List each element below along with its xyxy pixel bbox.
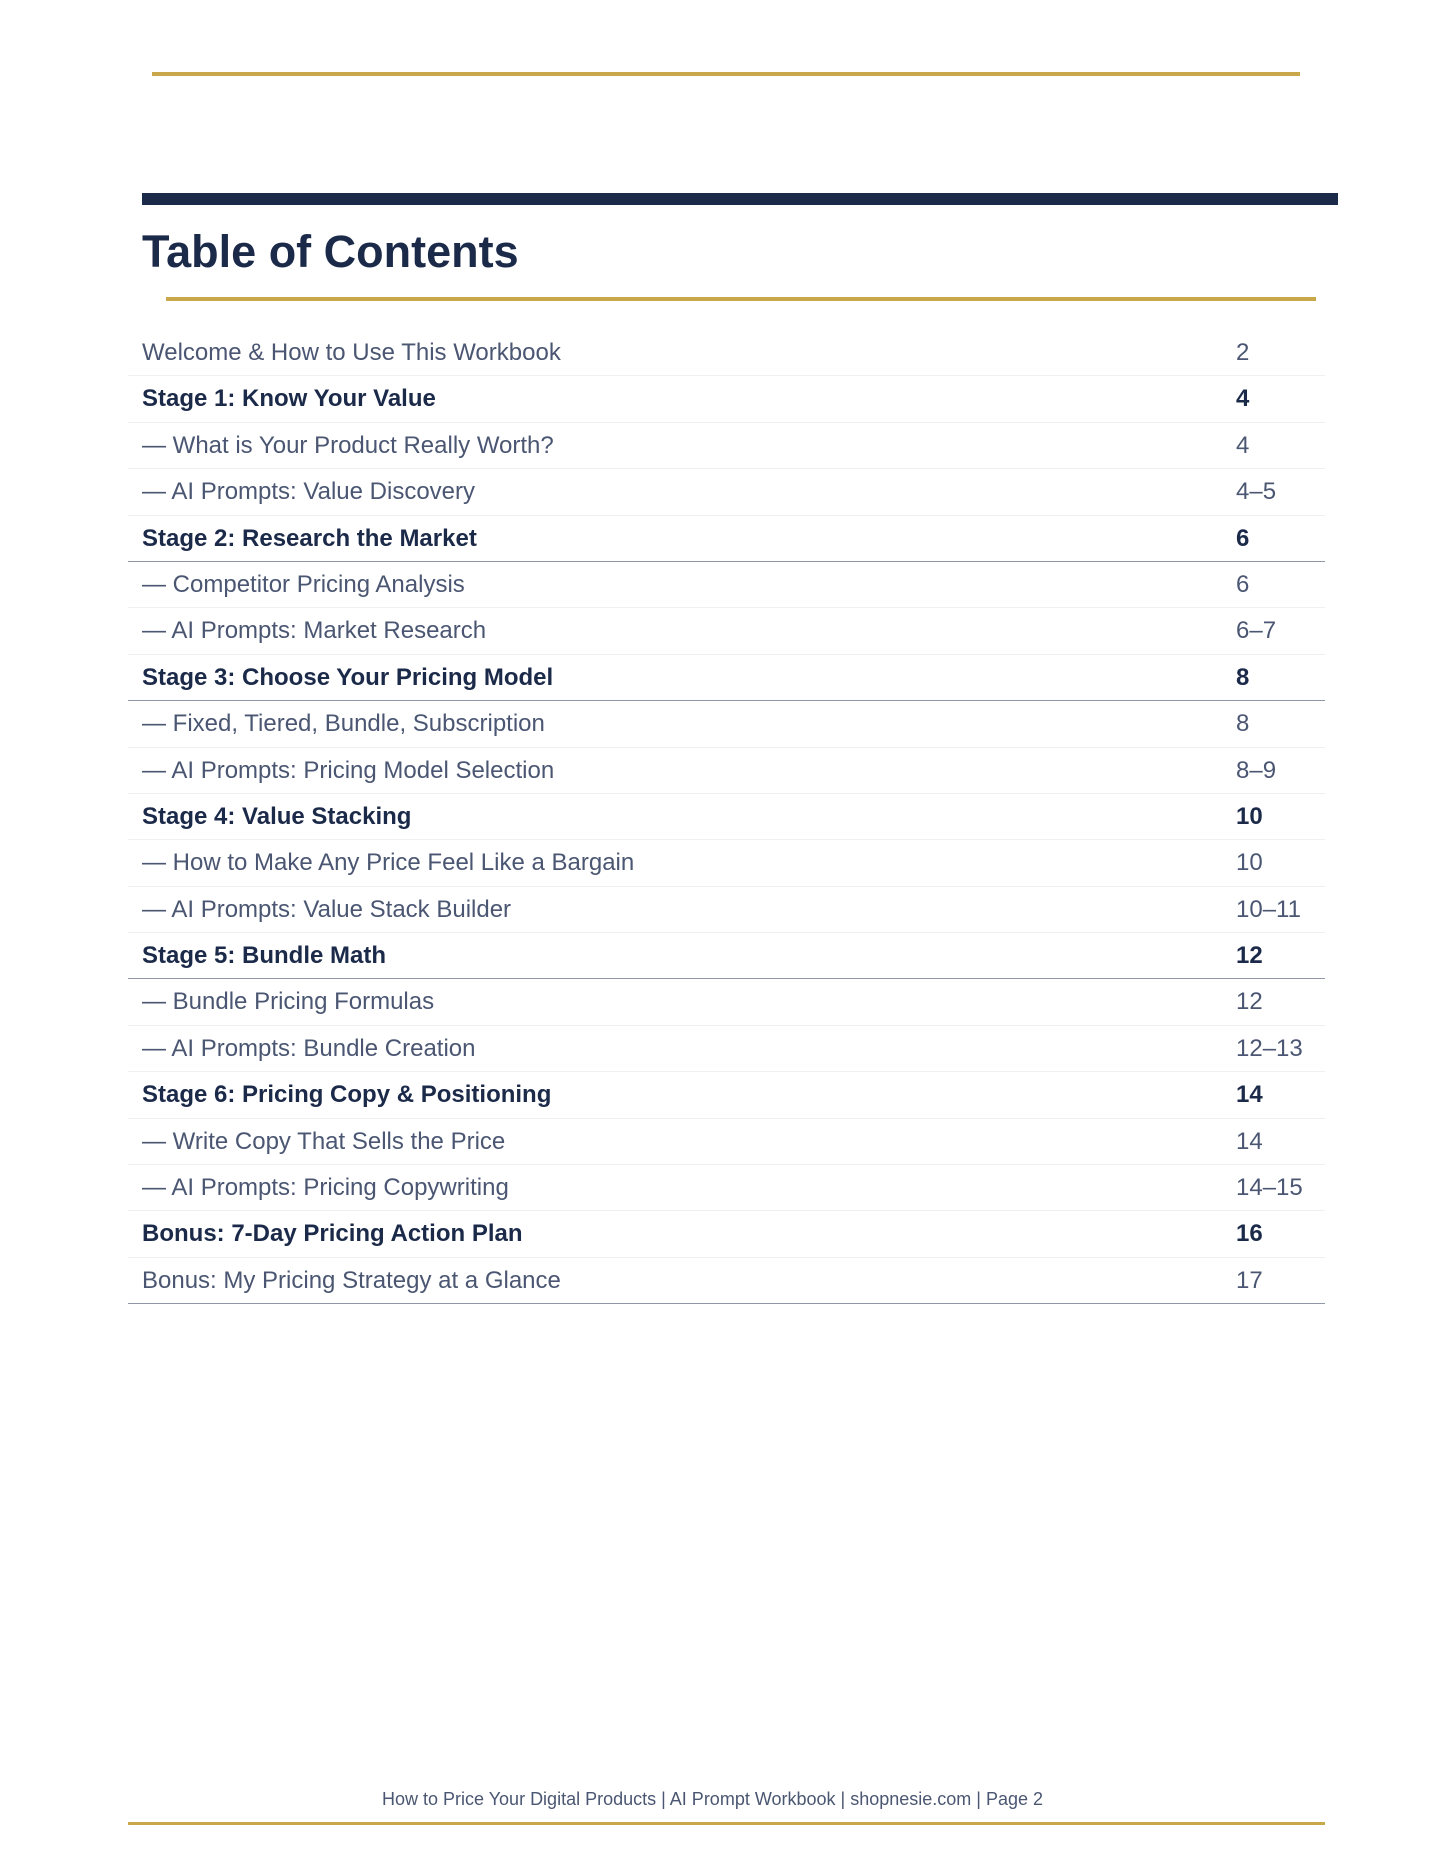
toc-entry-page: 14 bbox=[1236, 1081, 1263, 1109]
toc-row[interactable] bbox=[128, 516, 1325, 562]
toc-list bbox=[128, 330, 1325, 1304]
toc-row[interactable] bbox=[128, 748, 1325, 794]
toc-entry-label: Stage 1: Know Your Value bbox=[142, 385, 436, 413]
toc-entry-label: — AI Prompts: Value Discovery bbox=[142, 478, 475, 506]
toc-row[interactable] bbox=[128, 701, 1325, 747]
toc-entry-label: Stage 5: Bundle Math bbox=[142, 942, 387, 970]
toc-entry-page: 14 bbox=[1236, 1127, 1263, 1155]
toc-entry-label: — Competitor Pricing Analysis bbox=[142, 570, 465, 598]
toc-row[interactable] bbox=[128, 1026, 1325, 1072]
toc-entry-page: 8–9 bbox=[1236, 756, 1277, 784]
toc-entry-page: 4 bbox=[1236, 385, 1250, 413]
toc-entry-label: — What is Your Product Really Worth? bbox=[142, 431, 554, 459]
toc-row[interactable] bbox=[128, 933, 1325, 979]
toc-entry-label: — AI Prompts: Pricing Model Selection bbox=[142, 756, 555, 784]
toc-row[interactable] bbox=[128, 979, 1325, 1025]
toc-entry-label: — How to Make Any Price Feel Like a Bargain bbox=[142, 849, 635, 877]
toc-entry-page: 4–5 bbox=[1236, 478, 1277, 506]
toc-entry-page: 14–15 bbox=[1236, 1174, 1303, 1202]
toc-entry-label: — AI Prompts: Pricing Copywriting bbox=[142, 1174, 509, 1202]
toc-entry-page: 4 bbox=[1236, 431, 1250, 459]
toc-entry-label: — AI Prompts: Bundle Creation bbox=[142, 1034, 476, 1062]
toc-entry-label: Stage 3: Choose Your Pricing Model bbox=[142, 663, 554, 691]
toc-entry-label: Stage 4: Value Stacking bbox=[142, 802, 412, 830]
toc-entry-label: Stage 2: Research the Market bbox=[142, 524, 477, 552]
title-navy-bar bbox=[142, 193, 1338, 205]
toc-entry-page: 2 bbox=[1236, 339, 1250, 366]
toc-row[interactable] bbox=[128, 655, 1325, 701]
toc-row[interactable] bbox=[128, 887, 1325, 933]
toc-entry-page: 12 bbox=[1236, 942, 1263, 970]
toc-row[interactable] bbox=[128, 1211, 1325, 1257]
toc-row[interactable] bbox=[128, 608, 1325, 654]
page-footer: How to Price Your Digital Products | AI Prompt Workbook | shopnesie.com | Page 2 bbox=[381, 1789, 1044, 1809]
toc-entry-label: — AI Prompts: Market Research bbox=[142, 617, 487, 645]
top-gold-rule bbox=[152, 72, 1300, 76]
toc-entry-label: — Bundle Pricing Formulas bbox=[142, 988, 435, 1016]
toc-entry-page: 12–13 bbox=[1236, 1034, 1303, 1062]
toc-entry-label: — Fixed, Tiered, Bundle, Subscription bbox=[142, 710, 545, 738]
title-gold-underline bbox=[166, 297, 1316, 301]
toc-entry-label: Bonus: 7-Day Pricing Action Plan bbox=[142, 1220, 523, 1248]
toc-row[interactable] bbox=[128, 1165, 1325, 1211]
toc-row[interactable] bbox=[128, 330, 1325, 376]
toc-row[interactable] bbox=[128, 376, 1325, 422]
toc-entry-page: 12 bbox=[1236, 988, 1263, 1016]
toc-entry-page: 17 bbox=[1236, 1266, 1263, 1294]
toc-entry-label: — Write Copy That Sells the Price bbox=[142, 1127, 506, 1155]
toc-row[interactable] bbox=[128, 1119, 1325, 1165]
footer-gold-rule bbox=[128, 1822, 1325, 1825]
toc-row[interactable] bbox=[128, 1072, 1325, 1118]
toc-row[interactable] bbox=[128, 1258, 1325, 1304]
toc-entry-page: 8 bbox=[1236, 710, 1250, 738]
toc-entry-page: 8 bbox=[1236, 663, 1250, 691]
toc-entry-page: 6 bbox=[1236, 570, 1250, 598]
toc-row[interactable] bbox=[128, 794, 1325, 840]
toc-entry-label: Welcome & How to Use This Workbook bbox=[142, 339, 561, 366]
toc-row[interactable] bbox=[128, 423, 1325, 469]
toc-row[interactable] bbox=[128, 469, 1325, 515]
toc-entry-label: Stage 6: Pricing Copy & Positioning bbox=[142, 1081, 552, 1109]
toc-row[interactable] bbox=[128, 562, 1325, 608]
toc-entry-label: — AI Prompts: Value Stack Builder bbox=[142, 895, 512, 923]
toc-entry-page: 6 bbox=[1236, 524, 1250, 552]
toc-entry-page: 10 bbox=[1236, 802, 1263, 830]
toc-entry-page: 16 bbox=[1236, 1220, 1263, 1248]
toc-entry-page: 10–11 bbox=[1236, 895, 1301, 923]
toc-entry-label: Bonus: My Pricing Strategy at a Glance bbox=[142, 1266, 561, 1294]
page-title: Table of Contents bbox=[142, 226, 519, 277]
toc-row[interactable] bbox=[128, 840, 1325, 886]
toc-entry-page: 6–7 bbox=[1236, 617, 1277, 645]
toc-entry-page: 10 bbox=[1236, 849, 1263, 877]
